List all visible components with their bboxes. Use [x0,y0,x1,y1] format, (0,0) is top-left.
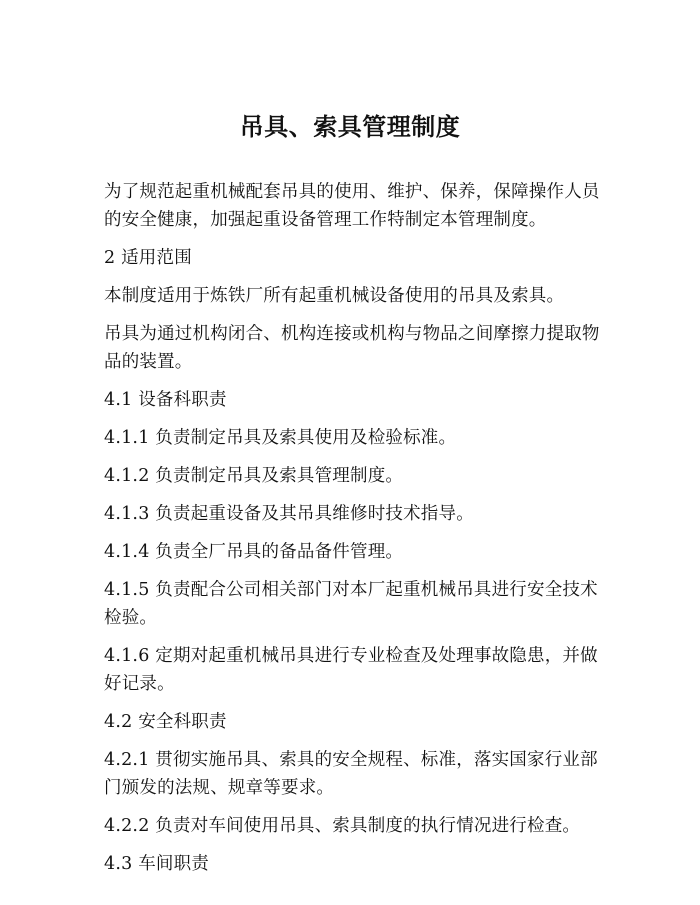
paragraph-purpose: 为了规范起重机械配套吊具的使用、维护、保养，保障操作人员的安全健康，加强起重设备管理工作特制定本管理制度。 [104,182,600,230]
clause-4-1-5: 4.1.5 负责配合公司相关部门对本厂起重机械吊具进行安全技术检验。 [104,580,598,628]
clause-4-2-1: 4.2.1 贯彻实施吊具、索具的安全规程、标准，落实国家行业部门颁发的法规、规章等要求。 [104,750,598,798]
clause-4-1-3: 4.1.3 负责起重设备及其吊具维修时技术指导。 [104,504,474,524]
section-heading-4-1: 4.1 设备科职责 [104,390,227,410]
document-title: 吊具、索具管理制度 [239,112,461,141]
section-heading-4-3: 4.3 车间职责 [104,854,209,874]
clause-4-1-6: 4.1.6 定期对起重机械吊具进行专业检查及处理事故隐患，并做好记录。 [104,646,598,694]
clause-4-1-4: 4.1.4 负责全厂吊具的备品备件管理。 [104,542,404,562]
section-heading-scope: 2 适用范围 [104,248,192,268]
clause-4-1-2: 4.1.2 负责制定吊具及索具管理制度。 [104,466,404,486]
paragraph-definition: 吊具为通过机构闭合、机构连接或机构与物品之间摩擦力提取物品的装置。 [104,324,600,372]
clause-4-1-1: 4.1.1 负责制定吊具及索具使用及检验标准。 [104,428,457,448]
document-body [104,178,604,888]
section-heading-4-2: 4.2 安全科职责 [104,712,227,732]
paragraph-scope: 本制度适用于炼铁厂所有起重机械设备使用的吊具及索具。 [104,286,565,306]
clause-4-2-2: 4.2.2 负责对车间使用吊具、索具制度的执行情况进行检查。 [104,816,581,836]
